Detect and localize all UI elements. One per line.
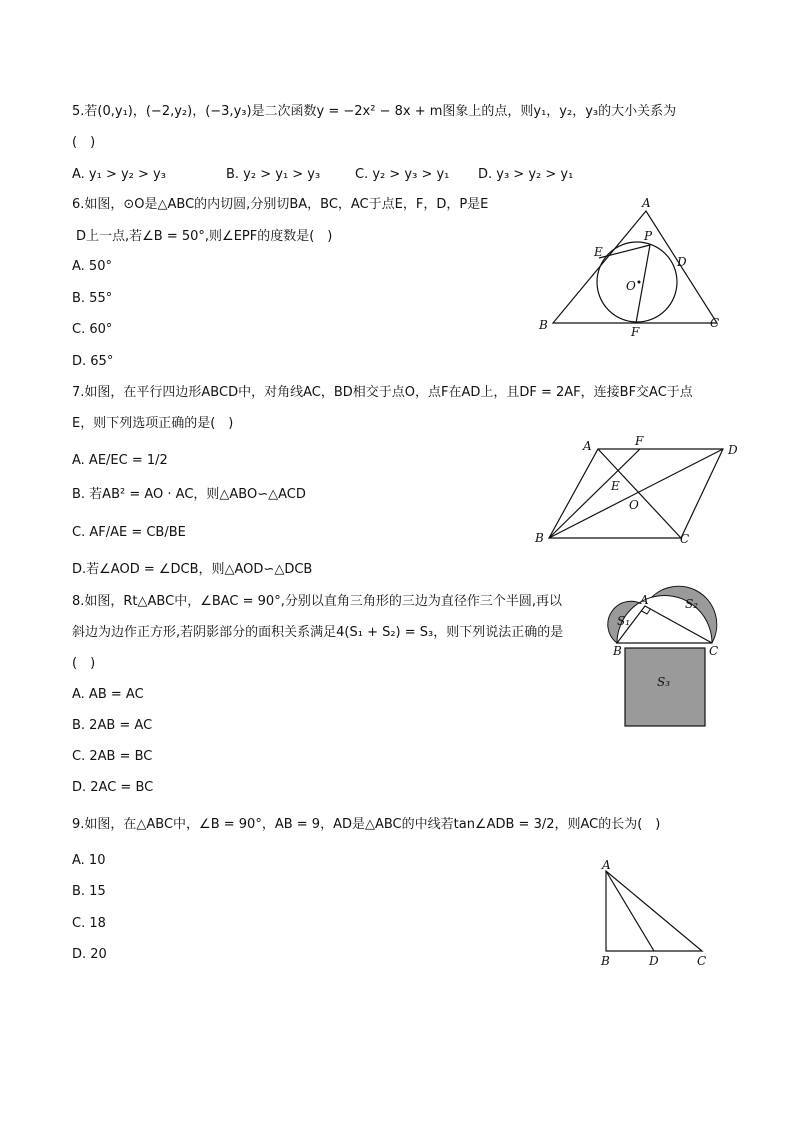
q8-label-s3: S₃ [657, 675, 671, 689]
q6-label-e: E [594, 245, 603, 259]
q7-option-c: C. AF/AE = CB/BE [72, 525, 186, 540]
q7-stem-line2: E，则下列选项正确的是( ) [72, 416, 234, 431]
q6-stem-line2: D上一点,若∠B = 50°,则∠EPF的度数是( ) [76, 229, 333, 244]
q9-median-ad [606, 871, 654, 951]
q9-figure [595, 855, 715, 970]
q6-label-f: F [631, 325, 640, 339]
q7-option-b: B. 若AB² = AO · AC，则△ABO∽△ACD [72, 487, 306, 502]
q9-label-a: A [602, 858, 611, 872]
q7-label-a: A [583, 439, 592, 453]
q6-option-d: D. 65° [72, 354, 114, 369]
q8-stem-line2: 斜边为边作正方形,若阴影部分的面积关系满足4(S₁ + S₂) = S₃，则下列说法正确的是 [72, 625, 564, 640]
q8-option-b: B. 2AB = AC [72, 718, 153, 733]
q9-stem-line1: 9.如图，在△ABC中，∠B = 90°，AB = 9，AD是△ABC的中线若tan∠ADB = 3/2，则AC的长为( ) [72, 817, 661, 832]
q6-triangle [553, 211, 717, 323]
q6-label-c: C [710, 316, 720, 330]
q6-label-d: D [677, 255, 687, 269]
q7-option-d: D.若∠AOD = ∠DCB，则△AOD∽△DCB [72, 562, 313, 577]
q9-option-a: A. 10 [72, 853, 106, 868]
q8-option-d: D. 2AC = BC [72, 780, 154, 795]
q8-option-c: C. 2AB = BC [72, 749, 153, 764]
q6-option-a: A. 50° [72, 259, 112, 274]
q5-option-d: D. y₃ > y₂ > y₁ [478, 167, 574, 182]
q8-label-s2: S₂ [685, 597, 699, 611]
q6-stem-line1: 6.如图，⊙O是△ABC的内切圆,分别切BA，BC，AC于点E，F，D，P是E [72, 197, 489, 212]
q7-label-e: E [611, 479, 620, 493]
q8-figure [605, 585, 730, 730]
q6-figure [535, 192, 735, 342]
q8-stem-line1: 8.如图，Rt△ABC中，∠BAC = 90°,分别以直角三角形的三边为直径作三个半圆,再以 [72, 594, 562, 609]
q9-label-b: B [601, 954, 610, 968]
q8-label-b: B [613, 644, 622, 658]
q9-option-d: D. 20 [72, 947, 107, 962]
q7-diagonal-bd [549, 449, 723, 538]
q8-label-c: C [709, 644, 719, 658]
q8-stem-line3: ( ) [72, 656, 96, 671]
q6-label-b: B [539, 318, 548, 332]
q9-label-d: D [649, 954, 659, 968]
q9-option-c: C. 18 [72, 916, 106, 931]
q6-option-b: B. 55° [72, 291, 113, 306]
q9-label-c: C [697, 954, 707, 968]
q7-label-o: O [629, 498, 639, 512]
q7-diagonal-ac [598, 449, 681, 538]
q8-label-a: A [640, 593, 649, 607]
q6-label-p: P [644, 229, 653, 243]
q9-triangle [606, 871, 702, 951]
q8-option-a: A. AB = AC [72, 687, 144, 702]
q5-option-a: A. y₁ > y₂ > y₃ [72, 167, 166, 182]
q9-option-b: B. 15 [72, 884, 106, 899]
q5-option-c: C. y₂ > y₃ > y₁ [355, 167, 450, 182]
q6-segment-ep [599, 245, 650, 258]
q6-segment-pf [636, 245, 650, 323]
q7-label-c: C [680, 532, 690, 546]
q6-label-a: A [642, 196, 651, 210]
q7-stem-line1: 7.如图，在平行四边形ABCD中，对角线AC，BD相交于点O，点F在AD上，且DF = 2AF，连接BF交AC于点 [72, 385, 693, 400]
q7-label-f: F [635, 434, 644, 448]
q5-option-b: B. y₂ > y₁ > y₃ [226, 167, 321, 182]
q6-option-c: C. 60° [72, 322, 113, 337]
q7-segment-bf [549, 449, 640, 538]
q7-label-b: B [535, 531, 544, 545]
q7-option-a: A. AE/EC = 1/2 [72, 453, 168, 468]
q5-stem-line1: 5.若(0,y₁)，(−2,y₂)，(−3,y₃)是二次函数y = −2x² − 8x + m图象上的点，则y₁，y₂，y₃的大小关系为 [72, 104, 677, 119]
q6-incircle [597, 242, 677, 322]
q7-figure [530, 430, 745, 550]
q6-center-point [638, 281, 641, 284]
q8-label-s1: S₁ [617, 614, 631, 628]
q5-stem-line2: ( ) [72, 135, 96, 150]
q6-label-o: O [626, 279, 636, 293]
q7-label-d: D [728, 443, 738, 457]
